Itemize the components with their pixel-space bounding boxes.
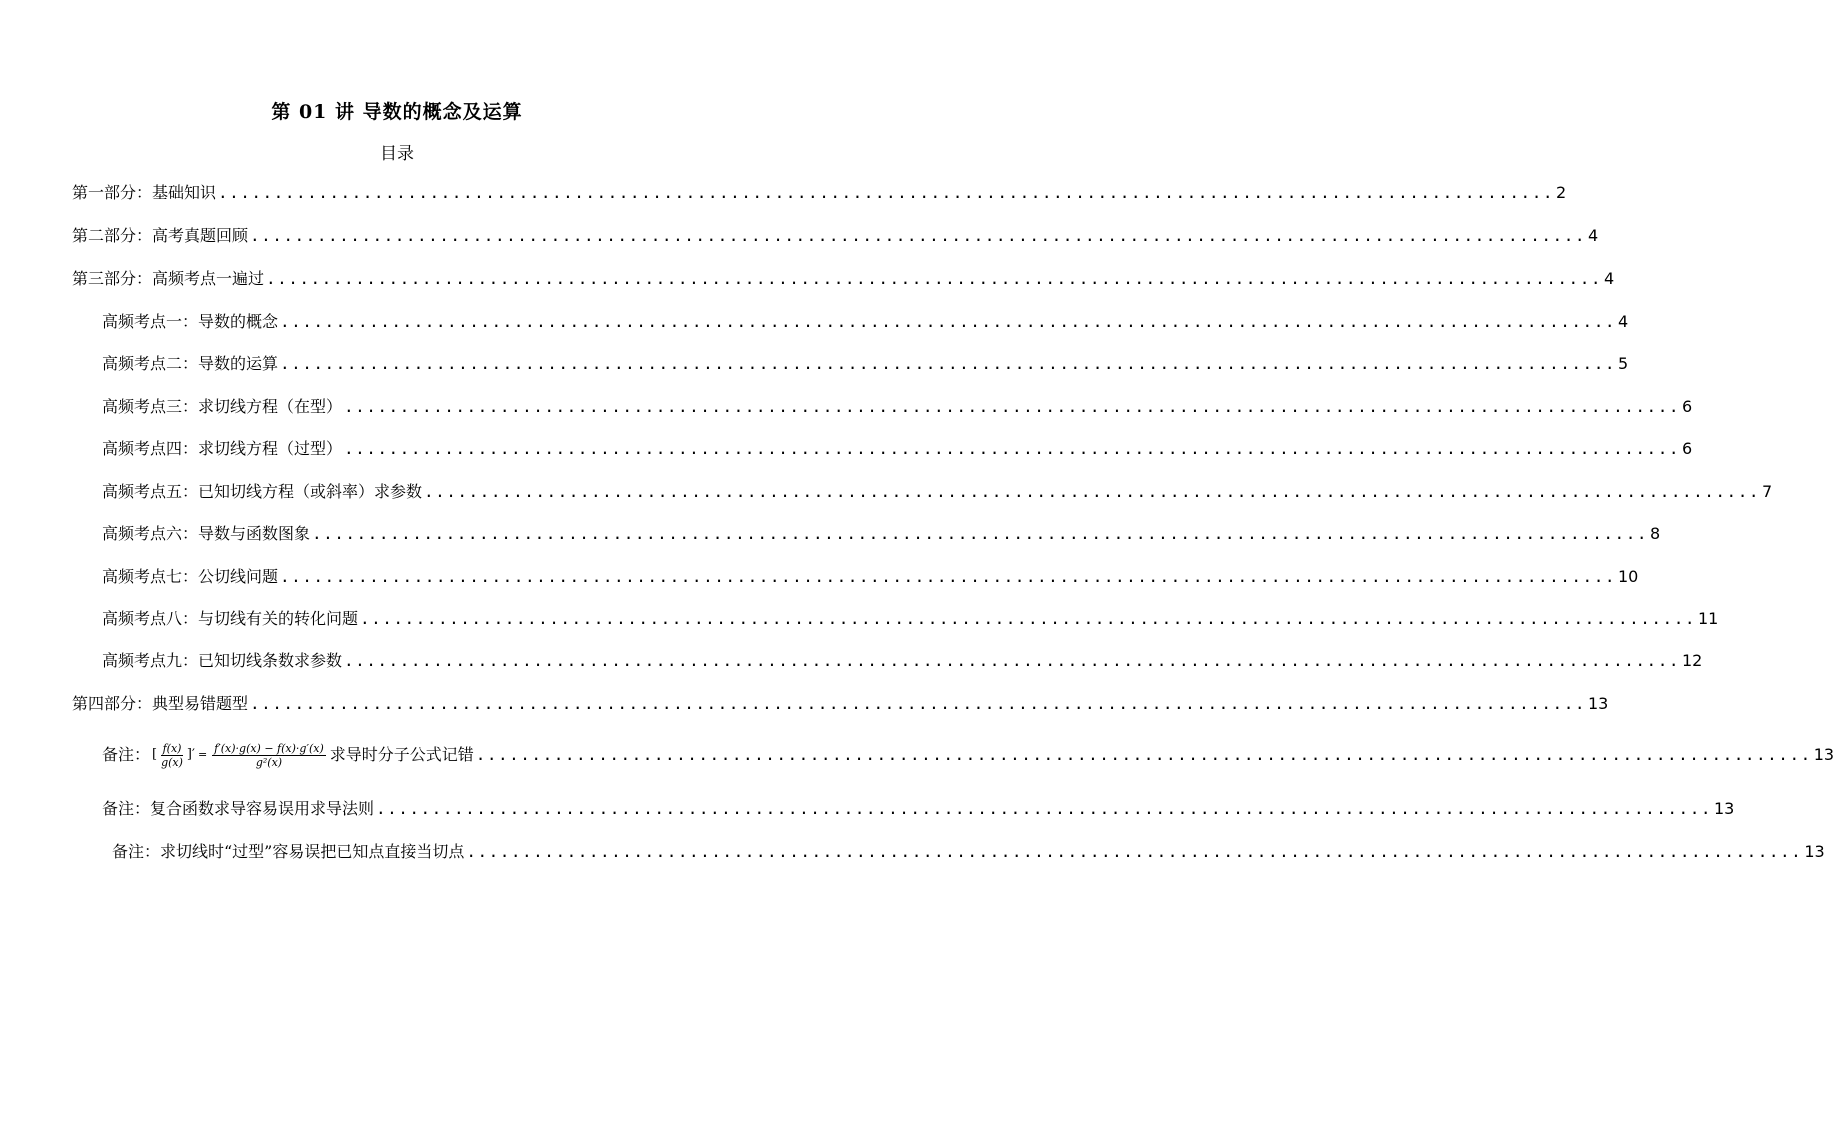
toc-entry-label: 第四部分：典型易错题型 bbox=[72, 694, 249, 713]
toc-leader-dots: ........................................................................................................................ bbox=[424, 482, 1760, 501]
toc-entry-page: 11 bbox=[1697, 609, 1719, 628]
toc-note-entry[interactable] bbox=[102, 798, 1735, 820]
toc-entry[interactable] bbox=[102, 438, 1693, 460]
toc-entry-page: 4 bbox=[1587, 226, 1599, 245]
toc-note-label bbox=[102, 740, 474, 770]
toc-entry[interactable] bbox=[102, 353, 1629, 375]
toc-entry-page: 13 bbox=[1587, 694, 1609, 713]
note-suffix: 求导时分子公式记错 bbox=[329, 745, 474, 764]
toc-entry-label: 高频考点四：求切线方程（过型） bbox=[102, 439, 343, 458]
toc-heading: 目录 bbox=[380, 144, 414, 164]
toc-entry-page: 4 bbox=[1617, 312, 1629, 331]
toc-entry-page: 6 bbox=[1681, 439, 1693, 458]
toc-entry-page: 6 bbox=[1681, 397, 1693, 416]
toc-leader-dots: ........................................................................................................................ bbox=[266, 269, 1602, 288]
toc-entry[interactable] bbox=[72, 268, 1615, 290]
toc-leader-dots: ........................................................................................................................ bbox=[280, 567, 1616, 586]
toc-leader-dots: ........................................................................................................................ bbox=[344, 397, 1680, 416]
toc-entry-label: 高频考点八：与切线有关的转化问题 bbox=[102, 609, 359, 628]
toc-leader-dots: ........................................................................................................................ bbox=[280, 312, 1616, 331]
toc-entry-label: 高频考点三：求切线方程（在型） bbox=[102, 397, 343, 416]
toc-entry-page: 10 bbox=[1617, 567, 1639, 586]
toc-leader-dots: ........................................................................................................................ bbox=[344, 439, 1680, 458]
quotient-rule-formula: [ $\frac{f(x)}{g(x)}$ ]′ = $\frac{f'(x)\cdot g(x) - f(x)\cdot g'(x)}{\text{g²(x)}}$ bbox=[152, 741, 324, 769]
toc-leader-dots: ........................................................................................................................ bbox=[280, 354, 1616, 373]
formula-rhs-numerator: f′(x)·g(x) − f(x)·g′(x) bbox=[214, 741, 324, 755]
toc-entry-label: 高频考点一：导数的概念 bbox=[102, 312, 279, 331]
toc-entry[interactable] bbox=[72, 225, 1599, 247]
toc-note-label: 备注：求切线时“过型”容易误把已知点直接当切点 bbox=[112, 842, 465, 861]
toc-entry-label: 高频考点六：导数与函数图象 bbox=[102, 524, 311, 543]
toc-note-entry[interactable] bbox=[112, 841, 1825, 863]
toc-leader-dots: ........................................................................................................................ bbox=[218, 183, 1554, 202]
toc-entry-page: 2 bbox=[1555, 183, 1567, 202]
toc-leader-dots: ........................................................................................................................ bbox=[312, 524, 1648, 543]
toc-entry-page: 4 bbox=[1603, 269, 1615, 288]
toc-leader-dots: ........................................................................................................................ bbox=[344, 651, 1680, 670]
toc-leader-dots: ........................................................................................................................ bbox=[250, 226, 1586, 245]
toc-entry-label: 高频考点九：已知切线条数求参数 bbox=[102, 651, 343, 670]
formula-rhs-denominator: g²(x) bbox=[255, 755, 283, 769]
toc-entry[interactable] bbox=[102, 566, 1639, 588]
toc-leader-dots: ........................................................................................................................ bbox=[466, 842, 1803, 861]
toc-leader-dots: ........................................................................................................................ bbox=[376, 799, 1712, 818]
formula-lhs-denominator: g(x) bbox=[161, 755, 183, 769]
formula-lhs-numerator: f(x) bbox=[162, 741, 182, 755]
toc-entry-label: 第三部分：高频考点一遍过 bbox=[72, 269, 265, 288]
toc-entry-page: 7 bbox=[1761, 482, 1773, 501]
toc-entry-page: 13 bbox=[1813, 745, 1834, 764]
toc-entry[interactable] bbox=[102, 650, 1703, 672]
toc-entry[interactable] bbox=[102, 523, 1661, 545]
toc-entry[interactable] bbox=[102, 396, 1693, 418]
toc-entry[interactable] bbox=[72, 182, 1567, 204]
toc-entry[interactable] bbox=[72, 693, 1609, 715]
toc-entry-page: 12 bbox=[1681, 651, 1703, 670]
toc-entry-page: 13 bbox=[1713, 799, 1735, 818]
toc-entry-page: 8 bbox=[1649, 524, 1661, 543]
toc-entry[interactable] bbox=[102, 608, 1719, 630]
toc-entry-page: 5 bbox=[1617, 354, 1629, 373]
toc-entry-label: 高频考点五：已知切线方程（或斜率）求参数 bbox=[102, 482, 423, 501]
toc-entry[interactable] bbox=[102, 311, 1629, 333]
toc-entry-label: 第二部分：高考真题回顾 bbox=[72, 226, 249, 245]
toc-entry-label: 第一部分：基础知识 bbox=[72, 183, 217, 202]
toc-note-entry[interactable] bbox=[102, 738, 1834, 772]
toc-entry-page: 13 bbox=[1804, 842, 1825, 861]
toc-leader-dots: ........................................................................................................................ bbox=[475, 745, 1812, 764]
note-prefix: 备注： bbox=[102, 745, 151, 764]
toc-leader-dots: ........................................................................................................................ bbox=[360, 609, 1696, 628]
toc-note-label: 备注：复合函数求导容易误用求导法则 bbox=[102, 799, 375, 818]
toc-entry-label: 高频考点七：公切线问题 bbox=[102, 567, 279, 586]
toc-entry-label: 高频考点二：导数的运算 bbox=[102, 354, 279, 373]
toc-entry[interactable] bbox=[102, 481, 1773, 503]
toc-leader-dots: ........................................................................................................................ bbox=[250, 694, 1586, 713]
doc-title: 第 01 讲 导数的概念及运算 bbox=[271, 101, 523, 123]
